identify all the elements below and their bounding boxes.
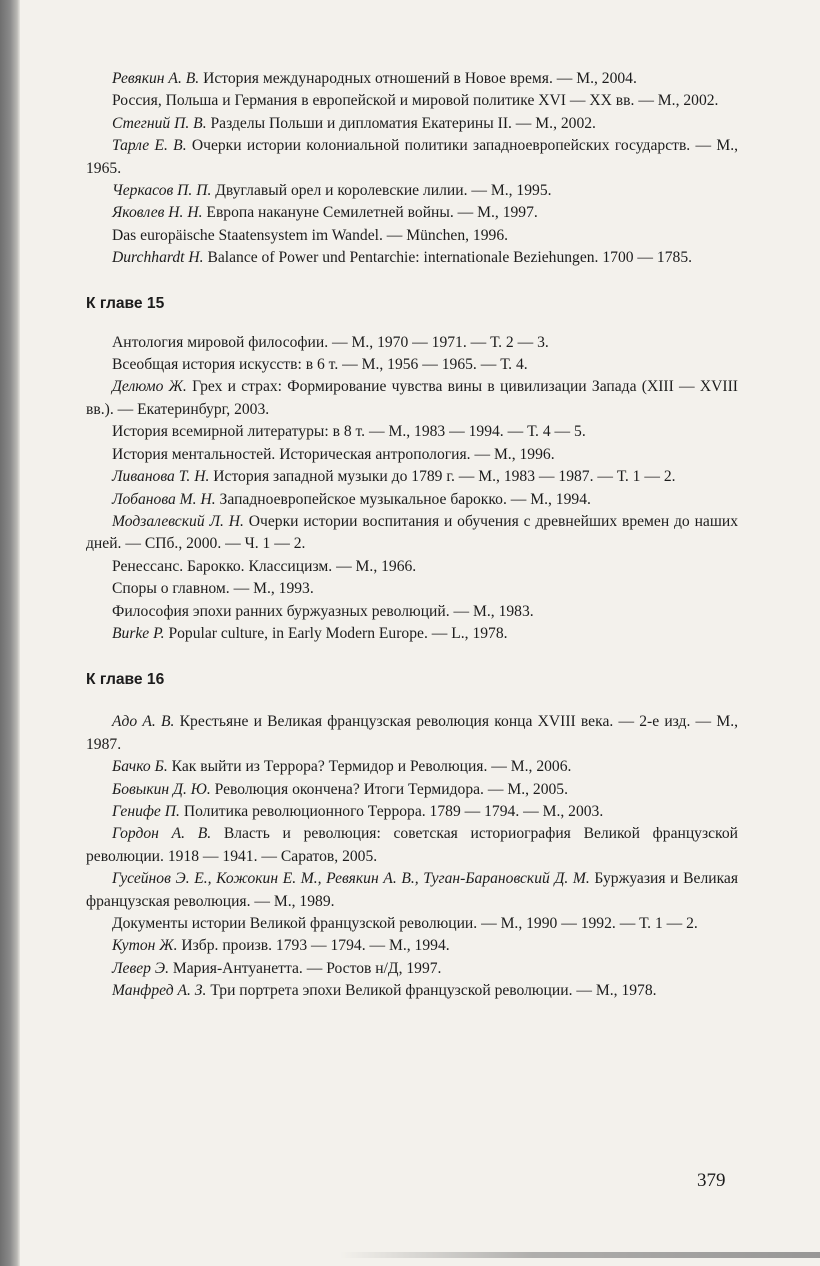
entry-author: Ливанова Т. Н. <box>112 468 210 486</box>
bibliography-entry <box>86 90 738 112</box>
entry-author: Тарле Е. В. <box>112 137 187 155</box>
entry-text: Очерки истории колониальной политики западноевропейских государств. — М., 1965. <box>86 137 738 177</box>
entry-text: Споры о главном. — М., 1993. <box>112 580 314 598</box>
bibliography-entry <box>86 913 738 935</box>
entry-author: Черкасов П. П. <box>112 182 212 200</box>
entry-text: Крестьяне и Великая французская революция конца XVIII века. — 2-е изд. — М., 1987. <box>86 713 738 753</box>
page-number: 379 <box>697 1170 726 1191</box>
entry-text: Popular culture, in Early Modern Europe. — L., 1978. <box>164 624 508 642</box>
chapter-15-heading: К главе 15 <box>86 294 165 312</box>
entry-text: Разделы Польши и дипломатия Екатерины II. — М., 2002. <box>206 114 596 132</box>
entry-author: Бовыкин Д. Ю. <box>112 780 211 798</box>
bibliography-entry <box>86 421 738 443</box>
entry-text: Россия, Польша и Германия в европейской и мировой политике XVI — XX вв. — М., 2002. <box>112 92 719 110</box>
page-content <box>86 68 738 1003</box>
entry-text: Избр. произв. 1793 — 1794. — М., 1994. <box>177 937 450 955</box>
entry-author: Гордон А. В. <box>112 825 212 843</box>
entry-text: Всеобщая история искусств: в 6 т. — М., 1956 — 1965. — Т. 4. <box>112 356 528 374</box>
entry-text: Как выйти из Террора? Термидор и Революция. — М., 2006. <box>167 758 572 776</box>
entry-text: Das europäische Staatensystem im Wandel. — München, 1996. <box>112 226 509 244</box>
entry-text: Ренессанс. Барокко. Классицизм. — М., 1966. <box>112 557 417 575</box>
bibliography-entry <box>86 180 738 202</box>
bibliography-entry <box>86 332 738 354</box>
entry-text: Политика революционного Террора. 1789 — 1794. — М., 2003. <box>179 802 604 820</box>
bibliography-entry <box>86 868 738 913</box>
bibliography-entry <box>86 511 738 556</box>
bibliography-entry <box>86 376 738 421</box>
entry-author: Durchhardt H. <box>112 249 204 267</box>
chapter-16-heading: К главе 16 <box>86 671 165 689</box>
bibliography-entry <box>86 466 738 488</box>
entry-text: Философия эпохи ранних буржуазных революций. — М., 1983. <box>112 602 534 620</box>
entry-text: Европа накануне Семилетней войны. — М., 1997. <box>202 204 538 222</box>
entry-text: Революция окончена? Итоги Термидора. — М., 2005. <box>210 780 568 798</box>
entry-text: Двуглавый орел и королевские лилии. — М., 1995. <box>211 182 552 200</box>
bibliography-entry <box>86 202 738 224</box>
entry-text: Три портрета эпохи Великой французской революции. — М., 1978. <box>206 982 657 1000</box>
entry-text: Грех и страх: Формирование чувства вины в цивилизации Запада (XIII — XVIII вв.). — Екатеринбург, 2003. <box>86 378 738 418</box>
entry-text: Антология мировой философии. — М., 1970 — 1971. — Т. 2 — 3. <box>112 333 549 351</box>
bibliography-entry <box>86 801 738 823</box>
bibliography-entry <box>86 823 738 868</box>
bibliography-entry <box>86 556 738 578</box>
entry-text: Balance of Power und Pentarchie: internationale Beziehungen. 1700 — 1785. <box>203 249 693 267</box>
bibliography-entry <box>86 958 738 980</box>
entry-author: Генифе П. <box>112 802 180 820</box>
bibliography-entry <box>86 68 738 90</box>
bibliography-entry <box>86 135 738 180</box>
entry-text: Западноевропейское музыкальное барокко. — М., 1994. <box>215 490 591 508</box>
entry-text: Буржуазия и Великая французская революция. — М., 1989. <box>86 870 739 910</box>
entry-text: История западной музыки до 1789 г. — М., 1983 — 1987. — Т. 1 — 2. <box>209 468 676 486</box>
bibliography-list-chapter-15 <box>86 332 738 646</box>
entry-author: Ревякин А. В. <box>112 70 200 87</box>
entry-author: Гусейнов Э. Е., Кожокин Е. М., Ревякин А. В., Туган-Барановский Д. М. <box>112 870 590 888</box>
bibliography-entry <box>86 980 738 1002</box>
entry-author: Модзалевский Л. Н. <box>112 512 244 530</box>
book-spine-shadow <box>0 0 20 1266</box>
entry-author: Бачко Б. <box>112 758 168 776</box>
entry-text: Мария-Антуанетта. — Ростов н/Д, 1997. <box>168 959 442 977</box>
entry-text: Документы истории Великой французской революции. — М., 1990 — 1992. — Т. 1 — 2. <box>112 915 698 932</box>
entry-text: История ментальностей. Историческая антропология. — М., 1996. <box>112 445 555 463</box>
entry-text: История всемирной литературы: в 8 т. — М., 1983 — 1994. — Т. 4 — 5. <box>112 423 586 441</box>
entry-text: Власть и революция: советская историография Великой французской революции. 1918 — 1941. — Саратов, 2005. <box>86 825 738 865</box>
bibliography-entry <box>86 935 738 957</box>
bibliography-list-chapter-16 <box>86 711 738 1002</box>
bibliography-entry <box>86 711 738 756</box>
entry-text: История международных отношений в Новое время. — М., 2004. <box>199 70 637 87</box>
bibliography-entry <box>86 623 738 645</box>
bibliography-entry <box>86 779 738 801</box>
entry-author: Стегний П. В. <box>112 114 207 132</box>
entry-author: Делюмо Ж. <box>112 378 187 396</box>
entry-author: Яковлев Н. Н. <box>112 204 203 222</box>
entry-author: Кутон Ж. <box>112 937 178 955</box>
entry-text: Очерки истории воспитания и обучения с древнейших времен до наших дней. — СПб., 2000. — Ч. 1 — 2. <box>86 512 738 553</box>
entry-author: Burke P. <box>112 624 165 642</box>
page-edge-shadow <box>340 1252 820 1258</box>
entry-author: Левер Э. <box>112 959 169 977</box>
bibliography-entry <box>86 489 738 511</box>
entry-author: Лобанова М. Н. <box>112 490 216 508</box>
entry-author: Адо А. В. <box>112 713 175 731</box>
bibliography-entry <box>86 444 738 466</box>
bibliography-entry <box>86 756 738 778</box>
bibliography-entry <box>86 225 738 247</box>
bibliography-list-chapter-14 <box>86 68 738 270</box>
bibliography-entry <box>86 113 738 135</box>
bibliography-entry <box>86 601 738 623</box>
bibliography-entry <box>86 578 738 600</box>
entry-author: Манфред А. З. <box>112 982 207 1000</box>
bibliography-entry <box>86 247 738 269</box>
bibliography-entry <box>86 354 738 376</box>
